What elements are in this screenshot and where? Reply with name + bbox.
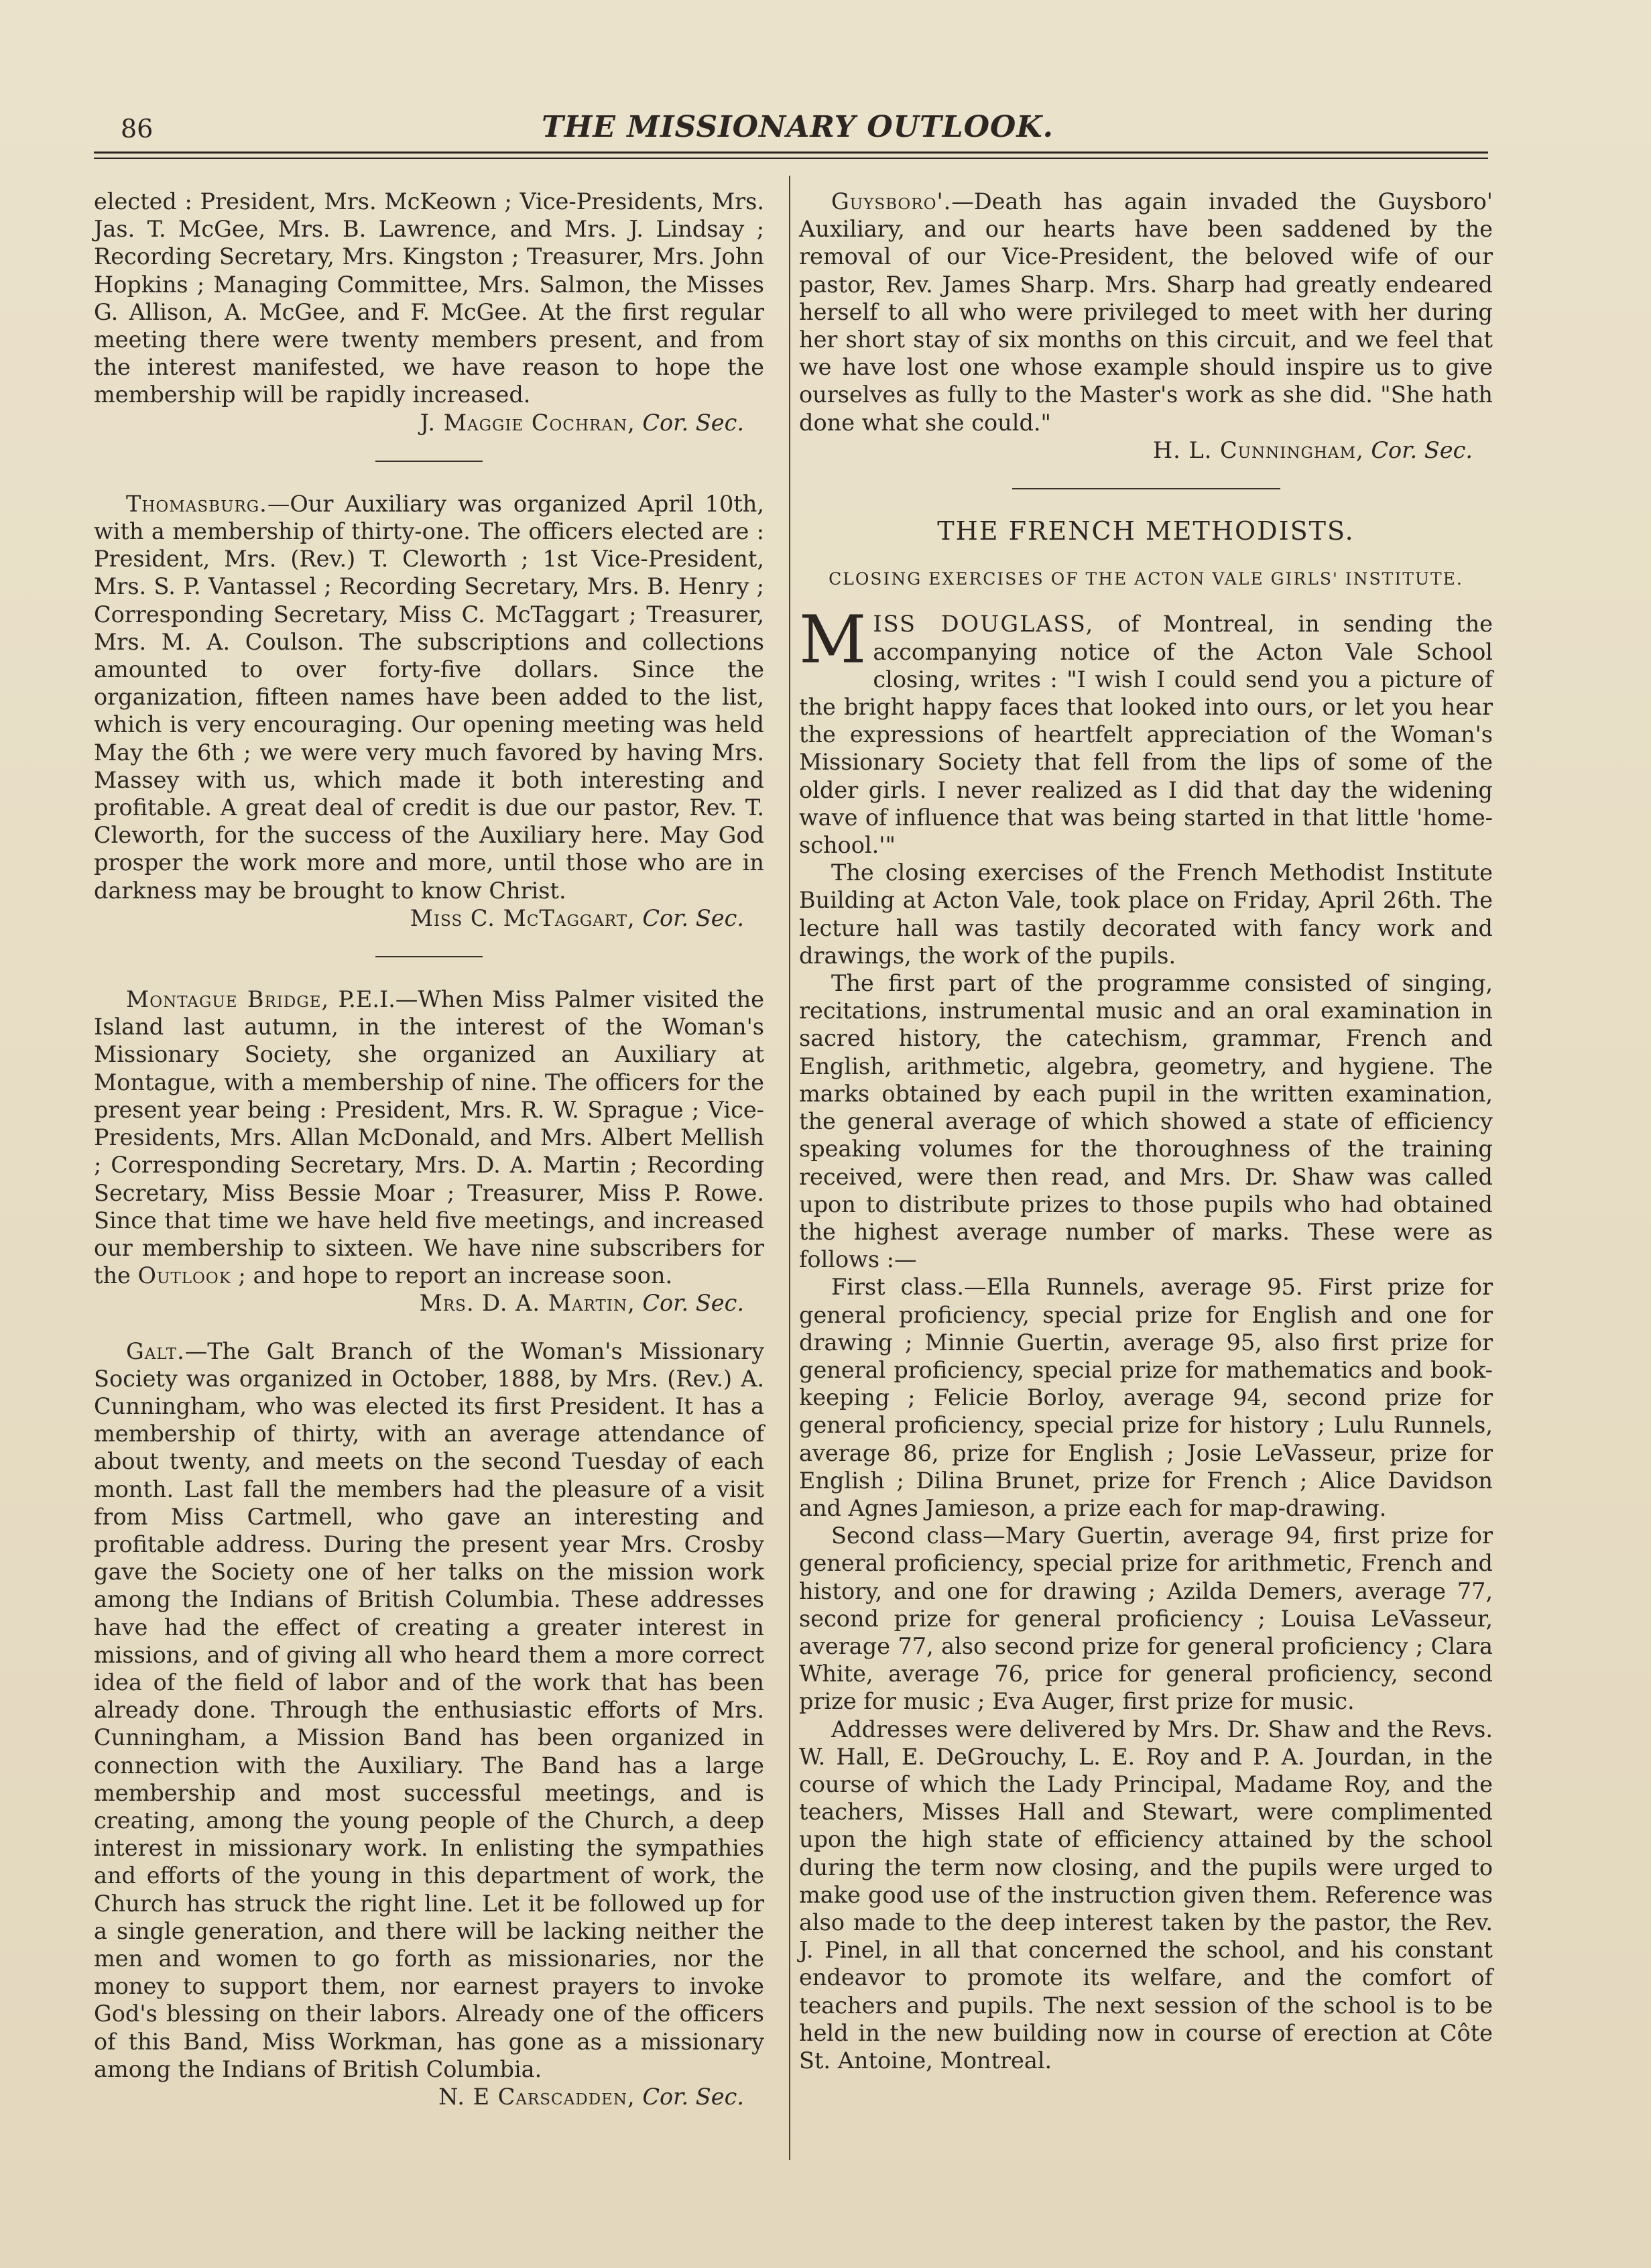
signature-name: H. L. Cunningham, bbox=[1152, 436, 1364, 463]
article-thomasburg bbox=[94, 490, 764, 932]
paragraph-text: of Montreal, in sending the accompanying notice of the Acton Vale School closing, writes : "I wish I could send you a picture of the bright happy faces that looked into ours, or let you hear the expressions of heartfelt appreciation of the Woman's Missionary Society that fell from the lips of some of the older girls. I never realized as I did that day the widening wave of influence that was being started in that little 'home-school.'" bbox=[799, 611, 1493, 859]
article-guysboro bbox=[799, 188, 1493, 464]
drop-cap: M bbox=[799, 602, 867, 679]
article-continued bbox=[94, 188, 764, 436]
signature bbox=[94, 904, 764, 932]
signature-role: Cor. Sec. bbox=[642, 904, 744, 931]
paragraph bbox=[94, 986, 764, 1289]
page-number: 86 bbox=[121, 114, 154, 143]
place-name: Thomasburg. bbox=[126, 490, 267, 517]
paragraph bbox=[799, 188, 1493, 436]
outlook-name: Outlook bbox=[137, 1262, 231, 1289]
signature bbox=[94, 409, 764, 436]
article-montague-bridge bbox=[94, 986, 764, 1317]
left-column bbox=[94, 188, 764, 2110]
signature-name: J. Maggie Cochran, bbox=[420, 409, 635, 436]
signature-name: Mrs. D. A. Martin, bbox=[419, 1290, 635, 1317]
article-french-methodists bbox=[799, 602, 1493, 2074]
paragraph-text: —The Galt Branch of the Woman's Missionary Society was organized in October, 1888, by Mrs. (Rev.) A. Cunningham, who was elected its first President. It has a membership of thirty, with an average attendance of about twenty, and meets on the second Tuesday of each month. Last fall the members had the pleasure of a visit from Miss Cartmell, who gave an interesting and profitable address. During the present year Mrs. Crosby gave the Society one of her talks on the mission work among the Indians of British Columbia. These addresses have had the effect of creating a greater interest in missions, and of giving all who heard them a more correct idea of the field of labor and of the work that has been already done. Through the enthusiastic efforts of Mrs. Cunningham, a Mission Band has been organized in connection with the Auxiliary. The Band has a large membership and most successful meetings, and is creating, among the young people of the Church, a deep interest in missionary work. In enlisting the sympathies and efforts of the young in this department of work, the Church has struck the right line. Let it be followed up for a single generation, and there will be lacking neither the men and women to go forth as missionaries, nor the money to support them, nor earnest prayers to invoke God's blessing on their labors. Already one of the officers of this Band, Miss Workman, has gone as a missionary among the Indians of British Columbia. bbox=[94, 1337, 764, 2082]
paragraph-text: —Death has again invaded the Guysboro' Auxiliary, and our hearts have been saddened by the removal of our Vice-President, the beloved wife of our pastor, Rev. James Sharp. Mrs. Sharp had greatly endeared herself to all who were privileged to meet with her during her short stay of six months on this circuit, and we feel that we have lost one whose example should inspire us to give ourselves as fully to the Master's work as she did. "She hath done what she could." bbox=[799, 188, 1493, 436]
place-name: Galt. bbox=[126, 1337, 185, 1364]
signature-role: Cor. Sec. bbox=[642, 1290, 744, 1317]
place-name: Montague Bridge, bbox=[126, 986, 330, 1013]
paragraph bbox=[94, 490, 764, 904]
signature-name: N. E Carscadden, bbox=[438, 2084, 635, 2110]
section-title: THE FRENCH METHODISTS. bbox=[937, 516, 1355, 546]
signature-role: Cor. Sec. bbox=[642, 409, 744, 436]
signature-role: Cor. Sec. bbox=[642, 2084, 744, 2110]
first-word: ISS DOUGLASS, bbox=[873, 611, 1095, 638]
signature bbox=[799, 436, 1493, 464]
paragraph: The closing exercises of the French Methodist Institute Building at Acton Vale, took place on Friday, April 26th. The lecture hall was tastily decorated with fancy work and drawings, the work of the pupils. bbox=[799, 859, 1493, 969]
paragraph-text: ; and hope to report an increase soon. bbox=[231, 1262, 673, 1289]
signature bbox=[94, 1289, 764, 1317]
column-divider bbox=[789, 176, 790, 2160]
paragraph: The first part of the programme consisted of singing, recitations, instrumental music and an oral examination in sacred history, the catechism, grammar, French and English, arithmetic, algebra, geometry, and hygiene. The marks obtained by each pupil in the written examination, the general average of which showed a state of efficiency speaking volumes for the thoroughness of the training received, were then read, and Mrs. Dr. Shaw was called upon to distribute prizes to those pupils who had obtained the highest average number of marks. These were as follows :— bbox=[799, 970, 1493, 1273]
section-rule bbox=[375, 956, 483, 957]
paragraph: First class.—Ella Runnels, average 95. First prize for general proficiency, special prize for English and one for drawing ; Minnie Guertin, average 95, also first prize for general proficiency, special prize for mathematics and book-keeping ; Felicie Borloy, average 94, second prize for general proficiency, special prize for history ; Lulu Runnels, average 86, prize for English ; Josie LeVasseur, prize for English ; Dilina Brunet, prize for French ; Alice Davidson and Agnes Jamieson, a prize each for map-drawing. bbox=[799, 1274, 1493, 1521]
paragraph: Addresses were delivered by Mrs. Dr. Shaw and the Revs. W. Hall, E. DeGrouchy, L. E. Roy and P. A. Jourdan, in the course of which the Lady Principal, Madame Roy, and the teachers, Misses Hall and Stewart, were complimented upon the high state of efficiency attained by the school during the term now closing, and the pupils were urged to make good use of the instruction given them. Reference was also made to the deep interest taken by the pastor, the Rev. J. Pinel, in all that concerned the school, and his constant endeavor to promote its welfare, and the comfort of teachers and pupils. The next session of the school is to be held in the new building now in course of erection at Côte St. Antoine, Montreal. bbox=[799, 1716, 1493, 2074]
paragraph: elected : President, Mrs. McKeown ; Vice-Presidents, Mrs. Jas. T. McGee, Mrs. B. Lawrence, and Mrs. J. Lindsay ; Recording Secretary, Mrs. Kingston ; Treasurer, Mrs. John Hopkins ; Managing Committee, Mrs. Salmon, the Misses G. Allison, A. McGee, and F. McGee. At the first regular meeting there were twenty members present, and from the interest manifested, we have reason to hope the membership will be rapidly increased. bbox=[94, 188, 764, 408]
section-rule bbox=[1012, 488, 1280, 489]
header-rules bbox=[94, 152, 1488, 163]
page-header bbox=[101, 101, 1495, 154]
paragraph-text: P.E.I.—When Miss Palmer visited the Island last autumn, in the interest of the Woman's Missionary Society, she organized an Auxiliary at Montague, with a membership of nine. The officers for the present year being : President, Mrs. R. W. Sprague ; Vice-Presidents, Mrs. Allan McDonald, and Mrs. Albert Mellish ; Corresponding Secretary, Mrs. D. A. Martin ; Recording Secretary, Miss Bessie Moar ; Treasurer, Miss P. Rowe. Since that time we have held five meetings, and increased our membership to sixteen. We have nine subscribers for the bbox=[94, 986, 764, 1289]
paragraph bbox=[94, 1337, 764, 2083]
paragraph: Second class—Mary Guertin, average 94, first prize for general proficiency, special prize for arithmetic, French and history, and one for drawing ; Azilda Demers, average 77, second prize for general proficiency ; Louisa LeVasseur, average 77, also second prize for general proficiency ; Clara White, average 76, price for general proficiency, second prize for music ; Eva Auger, first prize for music. bbox=[799, 1523, 1493, 1715]
right-column bbox=[799, 188, 1493, 2074]
article-galt bbox=[94, 1337, 764, 2111]
section-subtitle: CLOSING EXERCISES OF THE ACTON VALE GIRLS' INSTITUTE. bbox=[829, 569, 1463, 589]
signature-role: Cor. Sec. bbox=[1371, 436, 1473, 463]
section-rule bbox=[375, 461, 483, 462]
place-name: Guysboro'. bbox=[831, 188, 952, 215]
paragraph-text: —Our Auxiliary was organized April 10th, with a membership of thirty-one. The officers elected are : President, Mrs. (Rev.) T. Cleworth ; 1st Vice-President, Mrs. S. P. Vantassel ; Recording Secretary, Mrs. B. Henry ; Corresponding Secretary, Miss C. McTaggart ; Treasurer, Mrs. M. A. Coulson. The subscriptions and collections amounted to over forty-five dollars. Since the organization, fifteen names have been added to the list, which is very encouraging. Our opening meeting was held May the 6th ; we were very much favored by having Mrs. Massey with us, which made it both interesting and profitable. A great deal of credit is due our pastor, Rev. T. Cleworth, for the success of the Auxiliary here. May God prosper the work more and more, until those who are in darkness may be brought to know Christ. bbox=[94, 490, 764, 904]
signature bbox=[94, 2083, 764, 2110]
paragraph bbox=[799, 602, 1493, 859]
running-title: THE MISSIONARY OUTLOOK. bbox=[542, 110, 1054, 144]
signature-name: Miss C. McTaggart, bbox=[410, 904, 635, 931]
